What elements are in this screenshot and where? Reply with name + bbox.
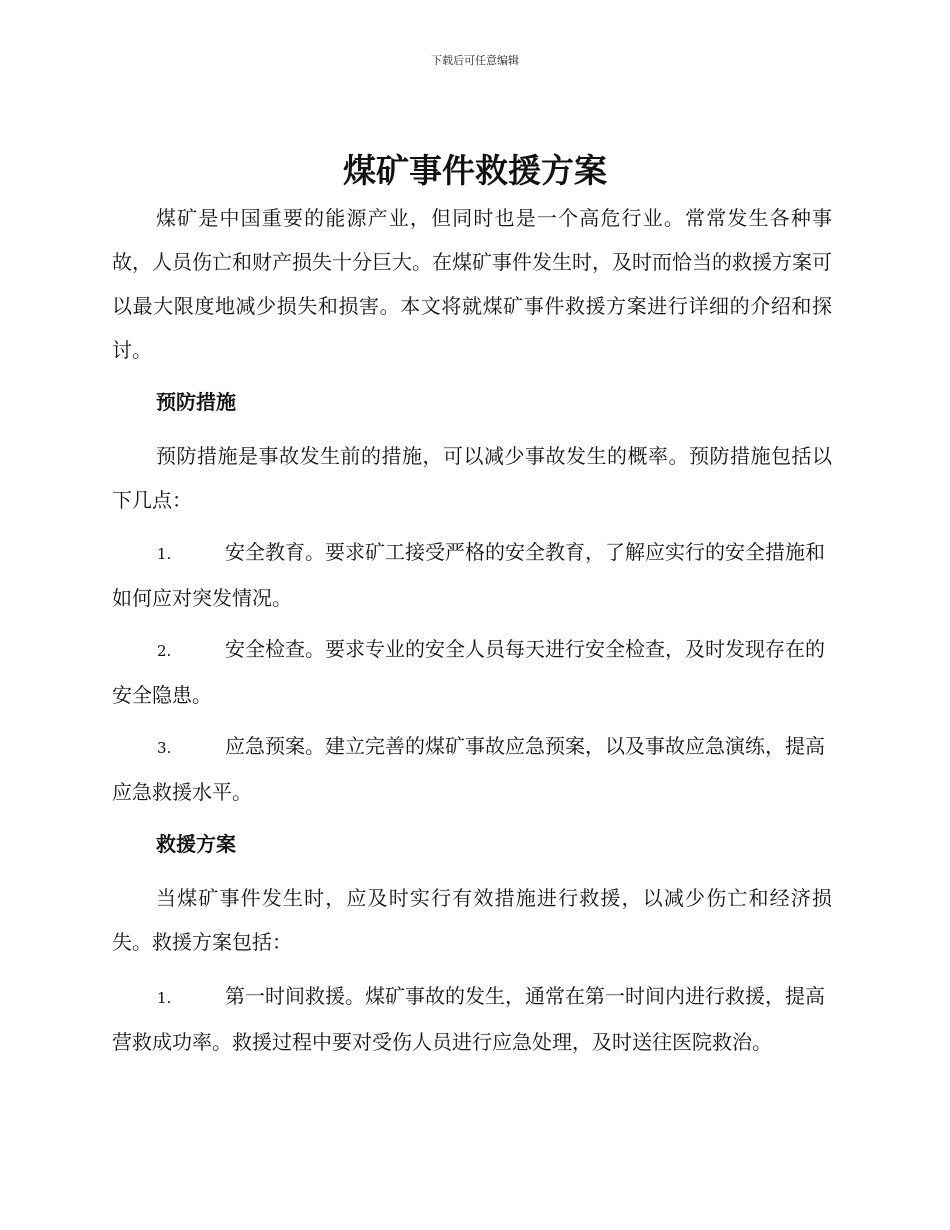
list-item	[112, 724, 832, 814]
list-item	[112, 974, 832, 1064]
section-intro-rescue: 当煤矿事件发生时，应及时实行有效措施进行救援，以减少伤亡和经济损失。救援方案包括：	[112, 886, 832, 954]
list-item-text: 安全教育。要求矿工接受严格的安全教育，了解应实行的安全措施和如何应对突发情况。	[112, 540, 825, 610]
list-item	[112, 627, 832, 717]
list-item-text: 应急预案。建立完善的煤矿事故应急预案，以及事故应急演练，提高应急救援水平。	[112, 734, 825, 804]
list-item-number: 2.	[157, 642, 172, 660]
section-heading-rescue: 救援方案	[156, 832, 236, 856]
header-note: 下载后可任意编辑	[431, 54, 519, 67]
list-item-number: 1.	[157, 545, 172, 563]
intro-paragraph: 煤矿是中国重要的能源产业，但同时也是一个高危行业。常常发生各种事故，人员伤亡和财产损失十分巨大。在煤矿事件发生时，及时而恰当的救援方案可以最大限度地减少损失和损害。本文将就煤矿事件救援方案进行详细的介绍和探讨。	[112, 206, 832, 362]
document-title: 煤矿事件救援方案	[343, 151, 607, 190]
list-item-number: 3.	[157, 739, 172, 757]
list-item-text: 第一时间救援。煤矿事故的发生，通常在第一时间内进行救援，提高营救成功率。救援过程中要对受伤人员进行应急处理，及时送往医院救治。	[112, 984, 825, 1054]
section-heading-prevention: 预防措施	[156, 390, 236, 414]
list-item-number: 1.	[157, 989, 172, 1007]
section-intro-prevention: 预防措施是事故发生前的措施，可以减少事故发生的概率。预防措施包括以下几点：	[112, 444, 832, 512]
list-item	[112, 530, 832, 620]
list-item-text: 安全检查。要求专业的安全人员每天进行安全检查，及时发现存在的安全隐患。	[112, 637, 825, 707]
